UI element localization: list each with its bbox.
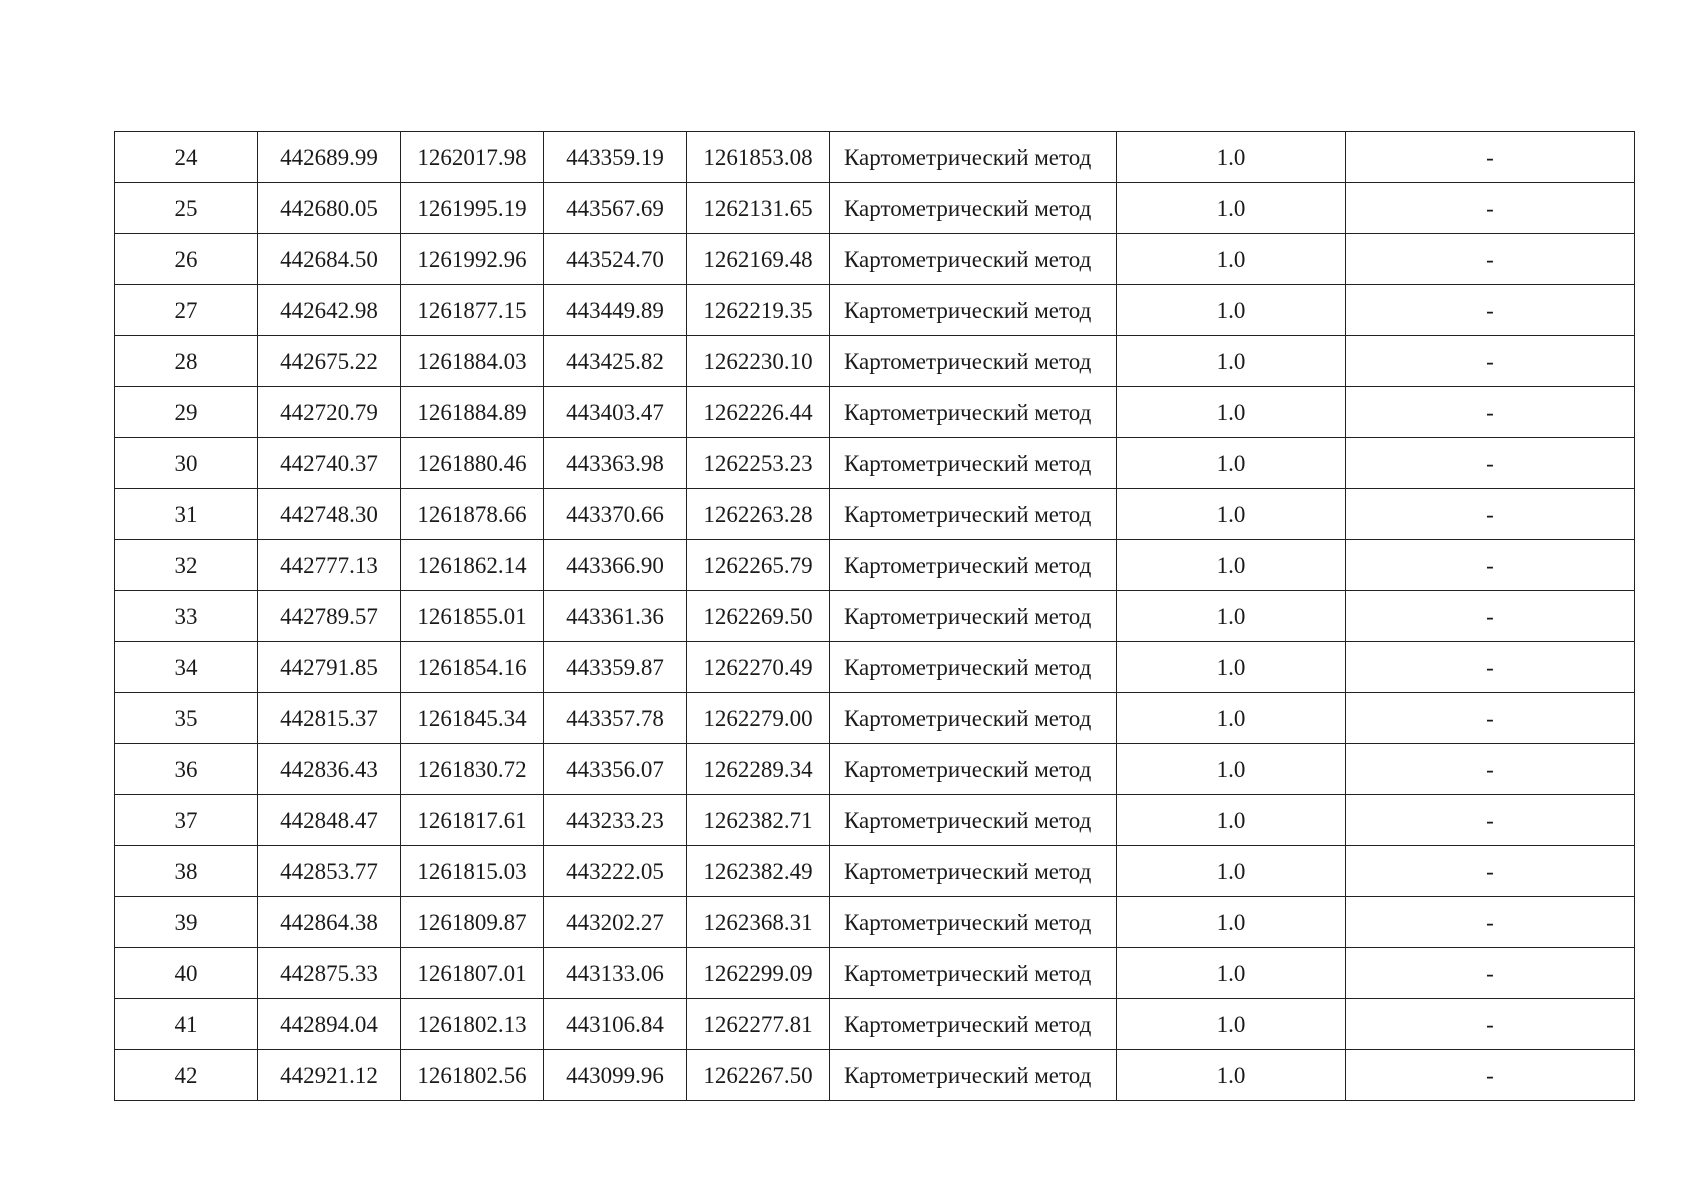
existing-x-cell: 442680.05 <box>258 183 401 234</box>
new-x-cell: 443403.47 <box>544 387 687 438</box>
new-y-cell: 1262267.50 <box>687 1050 830 1101</box>
table-row <box>115 336 1635 387</box>
new-x-cell: 443370.66 <box>544 489 687 540</box>
new-x-cell: 443524.70 <box>544 234 687 285</box>
new-y-cell: 1262277.81 <box>687 999 830 1050</box>
existing-y-cell: 1261855.01 <box>401 591 544 642</box>
method-cell: Картометрический метод <box>830 846 1117 897</box>
accuracy-cell: 1.0 <box>1117 744 1346 795</box>
method-cell: Картометрический метод <box>830 285 1117 336</box>
new-y-cell: 1262368.31 <box>687 897 830 948</box>
point-number-cell: 32 <box>115 540 258 591</box>
existing-x-cell: 442684.50 <box>258 234 401 285</box>
point-number-cell: 28 <box>115 336 258 387</box>
accuracy-cell: 1.0 <box>1117 336 1346 387</box>
table-row <box>115 795 1635 846</box>
new-x-cell: 443356.07 <box>544 744 687 795</box>
point-number-cell: 25 <box>115 183 258 234</box>
new-y-cell: 1262382.71 <box>687 795 830 846</box>
existing-y-cell: 1261845.34 <box>401 693 544 744</box>
method-cell: Картометрический метод <box>830 795 1117 846</box>
method-cell: Картометрический метод <box>830 1050 1117 1101</box>
existing-x-cell: 442848.47 <box>258 795 401 846</box>
note-cell: - <box>1346 234 1635 285</box>
table-row <box>115 183 1635 234</box>
new-y-cell: 1262226.44 <box>687 387 830 438</box>
existing-x-cell: 442894.04 <box>258 999 401 1050</box>
table-row <box>115 438 1635 489</box>
existing-x-cell: 442740.37 <box>258 438 401 489</box>
method-cell: Картометрический метод <box>830 999 1117 1050</box>
new-y-cell: 1262253.23 <box>687 438 830 489</box>
table-row <box>115 234 1635 285</box>
method-cell: Картометрический метод <box>830 132 1117 183</box>
table-row <box>115 591 1635 642</box>
existing-y-cell: 1261830.72 <box>401 744 544 795</box>
table-row <box>115 846 1635 897</box>
method-cell: Картометрический метод <box>830 693 1117 744</box>
existing-x-cell: 442642.98 <box>258 285 401 336</box>
note-cell: - <box>1346 489 1635 540</box>
new-y-cell: 1262269.50 <box>687 591 830 642</box>
table-row <box>115 489 1635 540</box>
existing-y-cell: 1261854.16 <box>401 642 544 693</box>
new-x-cell: 443106.84 <box>544 999 687 1050</box>
note-cell: - <box>1346 438 1635 489</box>
coordinates-table-body <box>115 132 1635 1101</box>
point-number-cell: 31 <box>115 489 258 540</box>
new-x-cell: 443202.27 <box>544 897 687 948</box>
existing-x-cell: 442864.38 <box>258 897 401 948</box>
existing-y-cell: 1261807.01 <box>401 948 544 999</box>
new-x-cell: 443222.05 <box>544 846 687 897</box>
note-cell: - <box>1346 846 1635 897</box>
accuracy-cell: 1.0 <box>1117 1050 1346 1101</box>
note-cell: - <box>1346 795 1635 846</box>
existing-x-cell: 442675.22 <box>258 336 401 387</box>
table-row <box>115 642 1635 693</box>
new-x-cell: 443567.69 <box>544 183 687 234</box>
existing-y-cell: 1261884.03 <box>401 336 544 387</box>
method-cell: Картометрический метод <box>830 897 1117 948</box>
note-cell: - <box>1346 897 1635 948</box>
accuracy-cell: 1.0 <box>1117 489 1346 540</box>
table-row <box>115 1050 1635 1101</box>
accuracy-cell: 1.0 <box>1117 846 1346 897</box>
note-cell: - <box>1346 642 1635 693</box>
method-cell: Картометрический метод <box>830 591 1117 642</box>
new-y-cell: 1262299.09 <box>687 948 830 999</box>
new-x-cell: 443363.98 <box>544 438 687 489</box>
table-row <box>115 387 1635 438</box>
new-y-cell: 1262230.10 <box>687 336 830 387</box>
accuracy-cell: 1.0 <box>1117 540 1346 591</box>
new-y-cell: 1262219.35 <box>687 285 830 336</box>
new-x-cell: 443359.87 <box>544 642 687 693</box>
table-row <box>115 693 1635 744</box>
accuracy-cell: 1.0 <box>1117 795 1346 846</box>
point-number-cell: 42 <box>115 1050 258 1101</box>
accuracy-cell: 1.0 <box>1117 183 1346 234</box>
existing-y-cell: 1261862.14 <box>401 540 544 591</box>
existing-x-cell: 442853.77 <box>258 846 401 897</box>
new-y-cell: 1262265.79 <box>687 540 830 591</box>
table-row <box>115 285 1635 336</box>
new-x-cell: 443361.36 <box>544 591 687 642</box>
note-cell: - <box>1346 744 1635 795</box>
accuracy-cell: 1.0 <box>1117 438 1346 489</box>
existing-x-cell: 442777.13 <box>258 540 401 591</box>
note-cell: - <box>1346 999 1635 1050</box>
note-cell: - <box>1346 285 1635 336</box>
note-cell: - <box>1346 540 1635 591</box>
new-y-cell: 1262131.65 <box>687 183 830 234</box>
method-cell: Картометрический метод <box>830 744 1117 795</box>
table-row <box>115 540 1635 591</box>
accuracy-cell: 1.0 <box>1117 693 1346 744</box>
new-x-cell: 443359.19 <box>544 132 687 183</box>
accuracy-cell: 1.0 <box>1117 999 1346 1050</box>
point-number-cell: 33 <box>115 591 258 642</box>
point-number-cell: 27 <box>115 285 258 336</box>
accuracy-cell: 1.0 <box>1117 642 1346 693</box>
new-x-cell: 443357.78 <box>544 693 687 744</box>
accuracy-cell: 1.0 <box>1117 234 1346 285</box>
accuracy-cell: 1.0 <box>1117 285 1346 336</box>
accuracy-cell: 1.0 <box>1117 132 1346 183</box>
new-y-cell: 1262289.34 <box>687 744 830 795</box>
accuracy-cell: 1.0 <box>1117 948 1346 999</box>
existing-x-cell: 442921.12 <box>258 1050 401 1101</box>
new-x-cell: 443233.23 <box>544 795 687 846</box>
new-y-cell: 1261853.08 <box>687 132 830 183</box>
existing-x-cell: 442791.85 <box>258 642 401 693</box>
method-cell: Картометрический метод <box>830 336 1117 387</box>
point-number-cell: 36 <box>115 744 258 795</box>
new-y-cell: 1262169.48 <box>687 234 830 285</box>
note-cell: - <box>1346 183 1635 234</box>
point-number-cell: 39 <box>115 897 258 948</box>
new-y-cell: 1262270.49 <box>687 642 830 693</box>
existing-y-cell: 1262017.98 <box>401 132 544 183</box>
existing-y-cell: 1261878.66 <box>401 489 544 540</box>
note-cell: - <box>1346 132 1635 183</box>
table-row <box>115 744 1635 795</box>
note-cell: - <box>1346 693 1635 744</box>
note-cell: - <box>1346 1050 1635 1101</box>
point-number-cell: 26 <box>115 234 258 285</box>
existing-y-cell: 1261802.13 <box>401 999 544 1050</box>
new-x-cell: 443099.96 <box>544 1050 687 1101</box>
method-cell: Картометрический метод <box>830 438 1117 489</box>
new-y-cell: 1262279.00 <box>687 693 830 744</box>
coordinates-table <box>114 131 1635 1101</box>
existing-y-cell: 1261802.56 <box>401 1050 544 1101</box>
existing-y-cell: 1261995.19 <box>401 183 544 234</box>
table-row <box>115 897 1635 948</box>
existing-y-cell: 1261992.96 <box>401 234 544 285</box>
method-cell: Картометрический метод <box>830 387 1117 438</box>
existing-x-cell: 442836.43 <box>258 744 401 795</box>
note-cell: - <box>1346 948 1635 999</box>
table-row <box>115 948 1635 999</box>
new-y-cell: 1262382.49 <box>687 846 830 897</box>
existing-y-cell: 1261884.89 <box>401 387 544 438</box>
point-number-cell: 37 <box>115 795 258 846</box>
note-cell: - <box>1346 387 1635 438</box>
method-cell: Картометрический метод <box>830 234 1117 285</box>
accuracy-cell: 1.0 <box>1117 387 1346 438</box>
new-y-cell: 1262263.28 <box>687 489 830 540</box>
table-row <box>115 999 1635 1050</box>
point-number-cell: 29 <box>115 387 258 438</box>
method-cell: Картометрический метод <box>830 540 1117 591</box>
existing-x-cell: 442689.99 <box>258 132 401 183</box>
accuracy-cell: 1.0 <box>1117 897 1346 948</box>
note-cell: - <box>1346 591 1635 642</box>
method-cell: Картометрический метод <box>830 948 1117 999</box>
new-x-cell: 443449.89 <box>544 285 687 336</box>
new-x-cell: 443366.90 <box>544 540 687 591</box>
method-cell: Картометрический метод <box>830 183 1117 234</box>
point-number-cell: 35 <box>115 693 258 744</box>
method-cell: Картометрический метод <box>830 642 1117 693</box>
point-number-cell: 41 <box>115 999 258 1050</box>
existing-x-cell: 442815.37 <box>258 693 401 744</box>
existing-y-cell: 1261817.61 <box>401 795 544 846</box>
point-number-cell: 30 <box>115 438 258 489</box>
existing-y-cell: 1261877.15 <box>401 285 544 336</box>
existing-x-cell: 442720.79 <box>258 387 401 438</box>
accuracy-cell: 1.0 <box>1117 591 1346 642</box>
existing-x-cell: 442875.33 <box>258 948 401 999</box>
existing-y-cell: 1261880.46 <box>401 438 544 489</box>
table-row <box>115 132 1635 183</box>
method-cell: Картометрический метод <box>830 489 1117 540</box>
existing-y-cell: 1261815.03 <box>401 846 544 897</box>
existing-y-cell: 1261809.87 <box>401 897 544 948</box>
point-number-cell: 34 <box>115 642 258 693</box>
existing-x-cell: 442748.30 <box>258 489 401 540</box>
note-cell: - <box>1346 336 1635 387</box>
new-x-cell: 443425.82 <box>544 336 687 387</box>
point-number-cell: 38 <box>115 846 258 897</box>
point-number-cell: 24 <box>115 132 258 183</box>
new-x-cell: 443133.06 <box>544 948 687 999</box>
point-number-cell: 40 <box>115 948 258 999</box>
existing-x-cell: 442789.57 <box>258 591 401 642</box>
